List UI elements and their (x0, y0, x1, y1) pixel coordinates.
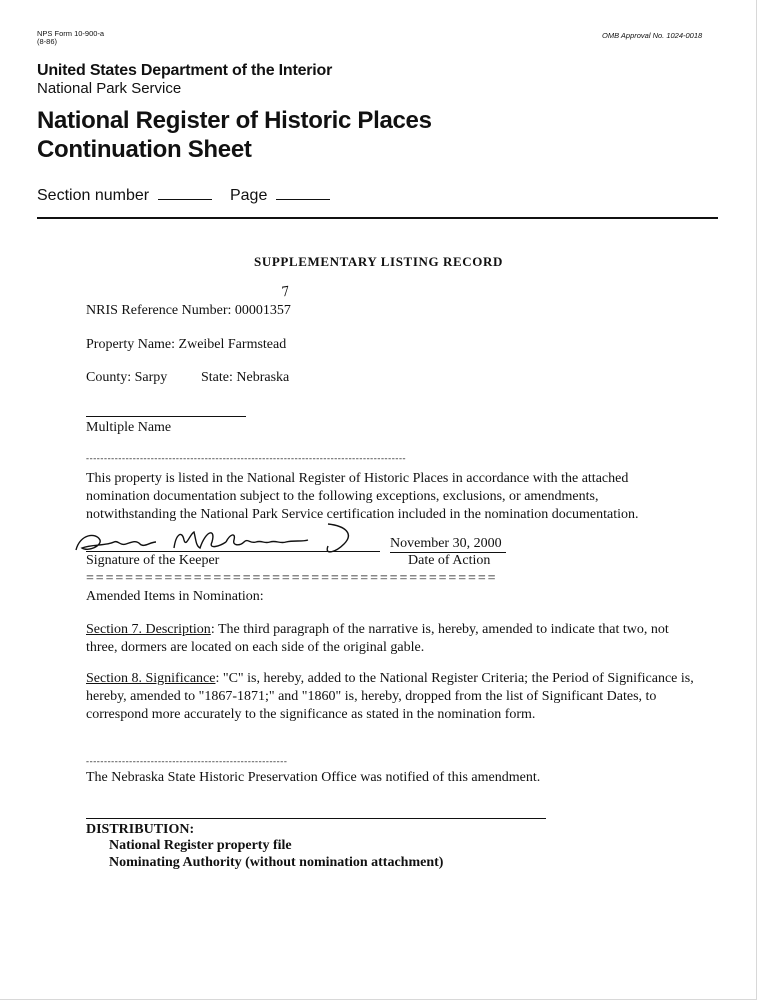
county-label: County: (86, 370, 132, 385)
page-label: Page (229, 187, 268, 204)
state-value: Nebraska (236, 370, 290, 385)
property-value: Zweibel Farmstead (178, 337, 287, 352)
distribution-item: Nominating Authority (without nomination attachment) (109, 855, 444, 870)
signature-label: Signature of the Keeper (86, 553, 220, 568)
form-title-line1: National Register of Historic Places (37, 107, 432, 134)
form-number-label: NPS Form 10-900-a (37, 29, 105, 38)
state-row (201, 370, 289, 386)
form-revision-date: (8-86) (37, 37, 58, 46)
county-row (86, 370, 167, 386)
property-label: Property Name: (86, 337, 176, 352)
distribution-heading: DISTRIBUTION: (86, 822, 195, 837)
notification-statement: The Nebraska State Historic Preservation Office was notified of this amendment. (86, 770, 541, 785)
header-divider (37, 217, 718, 219)
distribution-item: National Register property file (109, 838, 292, 853)
multiple-name-label: Multiple Name (86, 420, 172, 435)
double-line-separator: ========================================== (86, 571, 498, 586)
agency-name: National Park Service (37, 80, 182, 97)
section8-title: Section 8. Significance (86, 671, 216, 686)
section-page-row (37, 187, 330, 205)
section7-text: : The third paragraph of the narrative is, hereby, amended to indicate that two, not three, dormers are located on each side of the original gable. (86, 622, 669, 655)
amended-items-heading: Amended Items in Nomination: (86, 589, 264, 604)
section-number-label: Section number (37, 187, 150, 204)
form-title-line2: Continuation Sheet (37, 136, 252, 163)
signature-line (86, 551, 380, 552)
property-row (86, 337, 286, 353)
distribution-divider (86, 818, 546, 819)
nris-value: 00001357 (234, 303, 291, 318)
form-number (37, 30, 104, 46)
short-dashed-separator: -------------------------------------------------------- (86, 756, 288, 766)
state-label: State: (201, 370, 233, 385)
record-heading: SUPPLEMENTARY LISTING RECORD (254, 254, 503, 269)
date-of-action-label: Date of Action (408, 553, 491, 568)
nris-row (86, 303, 291, 319)
date-of-action-value: November 30, 2000 (390, 536, 506, 553)
section-number-blank (158, 187, 212, 200)
dashed-separator: ----------------------------------------------------------------------------------------- (86, 453, 407, 463)
multiple-name-line (86, 416, 246, 417)
department-name: United States Department of the Interior (37, 62, 333, 79)
nris-label: NRIS Reference Number: (86, 303, 232, 318)
omb-approval: OMB Approval No. 1024-0018 (602, 31, 703, 40)
section8-text: : "C" is, hereby, added to the National Register Criteria; the Period of Significance is, hereby, amended to "1867-1871;" and "1860" is, hereby, dropped from the list of Significant Dates, to correspond more accurately to the significance as stated in the nomination form. (86, 671, 694, 722)
section7-title: Section 7. Description (86, 622, 211, 637)
section7-amendment (86, 621, 696, 657)
listing-statement: This property is listed in the National Register of Historic Places in accordance with the attached nomination documentation subject to the following exceptions, exclusions, or amendments, notwithstanding the National Park Service certification included in the nomination documentation. (86, 471, 639, 522)
page-blank (276, 187, 330, 200)
county-value: Sarpy (134, 370, 168, 385)
nris-handwritten-correction: 7 (280, 283, 291, 301)
section8-amendment (86, 670, 696, 724)
